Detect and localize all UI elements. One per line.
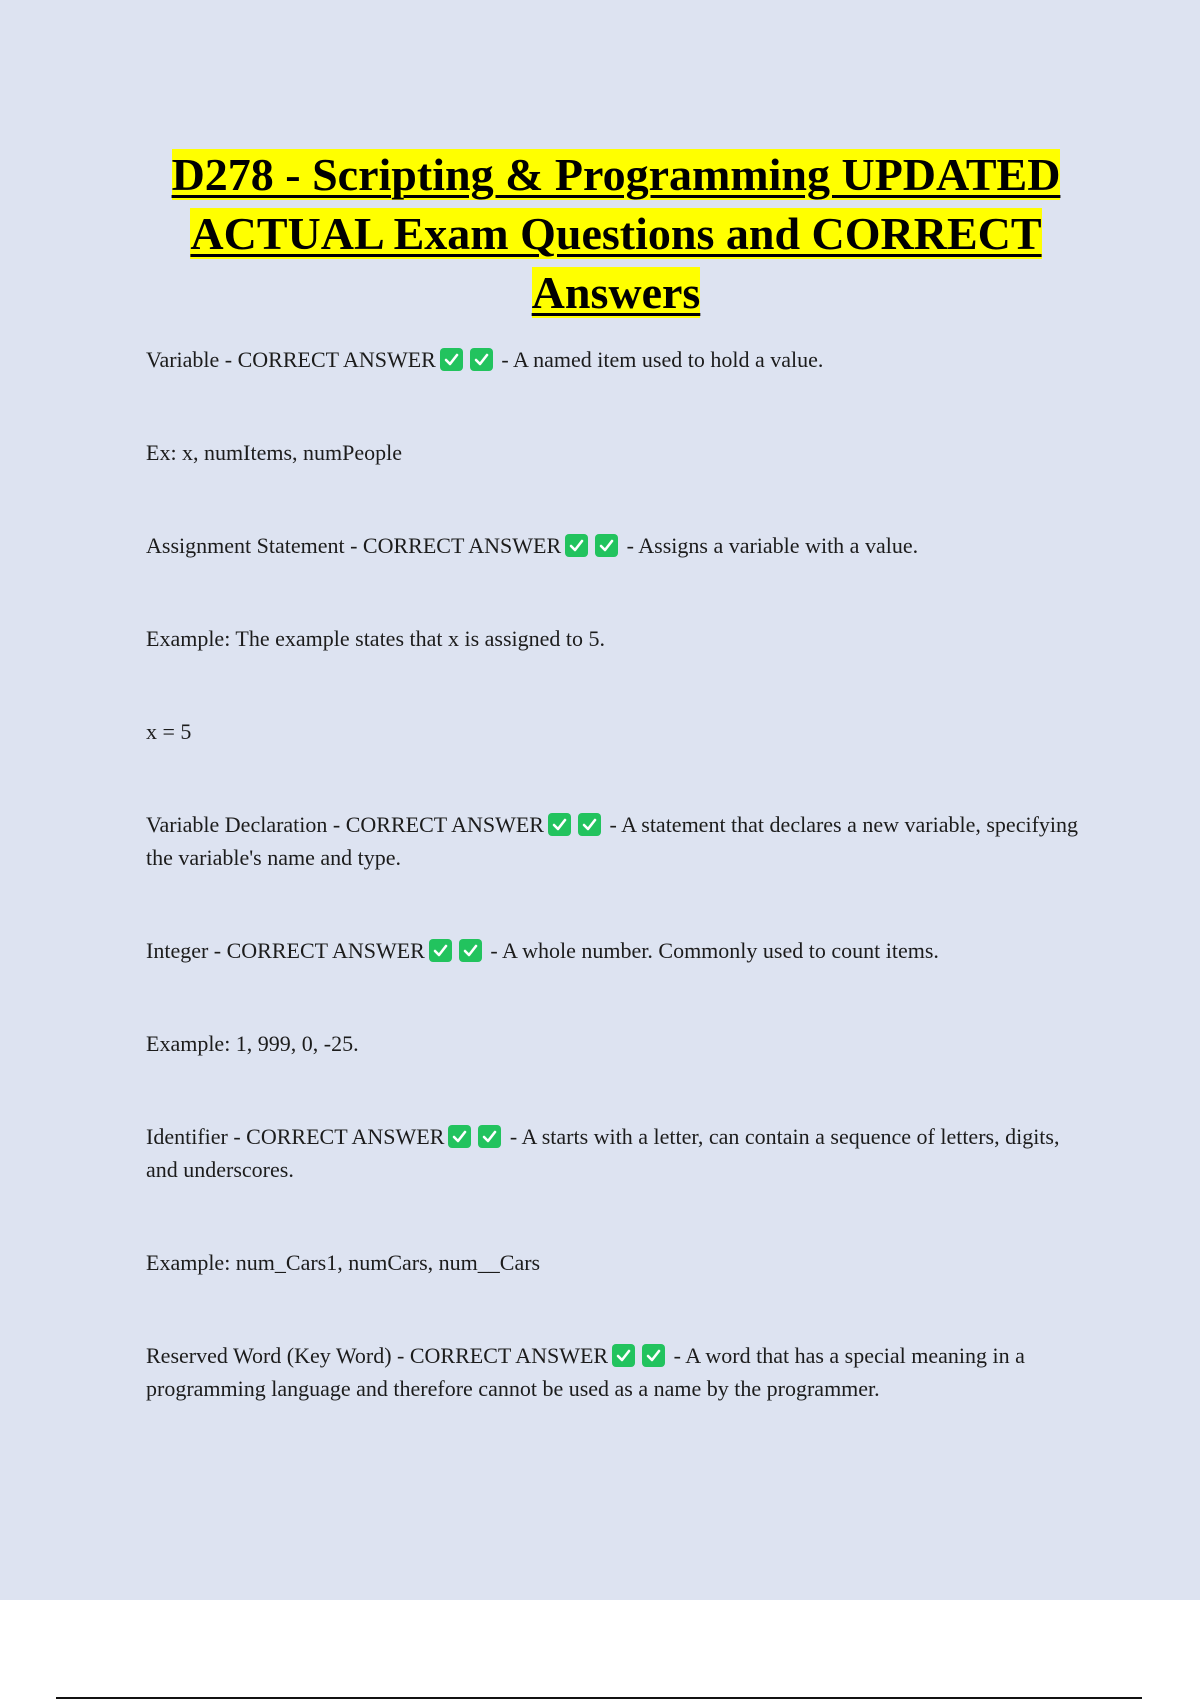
- example-text: Example: num_Cars1, numCars, num__Cars: [146, 1250, 541, 1275]
- entry-term: Integer - CORRECT ANSWER: [146, 938, 425, 963]
- example-text: Example: 1, 999, 0, -25.: [146, 1031, 359, 1056]
- check-mark-icon: [612, 1344, 635, 1367]
- example-text: Ex: x, numItems, numPeople: [146, 440, 403, 465]
- footer-divider: [56, 1697, 1142, 1699]
- check-mark-icon: [642, 1344, 665, 1367]
- qa-entry-assignment-statement: [146, 529, 1086, 562]
- check-mark-icon: [478, 1125, 501, 1148]
- example-text: Example: The example states that x is assigned to 5.: [146, 626, 606, 651]
- qa-entry-variable: [146, 343, 1086, 376]
- entry-term: Reserved Word (Key Word) - CORRECT ANSWER: [146, 1343, 609, 1368]
- check-mark-icon: [459, 939, 482, 962]
- qa-entry-reserved-word: [146, 1339, 1086, 1405]
- entry-term: Assignment Statement - CORRECT ANSWER: [146, 533, 562, 558]
- document-body: [146, 343, 1086, 1405]
- entry-definition: - A starts with a letter, can contain a sequence of letters, digits, and underscores.: [146, 1124, 1060, 1182]
- qa-entry-integer: [146, 934, 1086, 967]
- entry-definition: - A statement that declares a new variable, specifying the variable's name and type.: [146, 812, 1079, 870]
- check-mark-icon: [429, 939, 452, 962]
- entry-definition: - Assigns a variable with a value.: [626, 533, 919, 558]
- example-code: x = 5: [146, 719, 192, 744]
- entry-definition: - A word that has a special meaning in a programming language and therefore cannot be used as a name by the programmer.: [146, 1343, 1025, 1401]
- check-mark-icon: [548, 813, 571, 836]
- entry-term: Variable Declaration - CORRECT ANSWER: [146, 812, 544, 837]
- check-mark-icon: [565, 534, 588, 557]
- entry-definition: - A named item used to hold a value.: [501, 347, 824, 372]
- check-mark-icon: [440, 348, 463, 371]
- check-mark-icon: [470, 348, 493, 371]
- document-title: [146, 145, 1086, 322]
- entry-definition: - A whole number. Commonly used to count items.: [490, 938, 939, 963]
- check-mark-icon: [595, 534, 618, 557]
- check-mark-icon: [448, 1125, 471, 1148]
- qa-entry-variable-declaration: [146, 808, 1086, 874]
- entry-term: Variable - CORRECT ANSWER: [146, 347, 436, 372]
- qa-entry-identifier: [146, 1120, 1086, 1186]
- entry-term: Identifier - CORRECT ANSWER: [146, 1124, 445, 1149]
- document-title-text: D278 - Scripting & Programming UPDATED ACTUAL Exam Questions and CORRECT Answers: [171, 149, 1061, 318]
- check-mark-icon: [578, 813, 601, 836]
